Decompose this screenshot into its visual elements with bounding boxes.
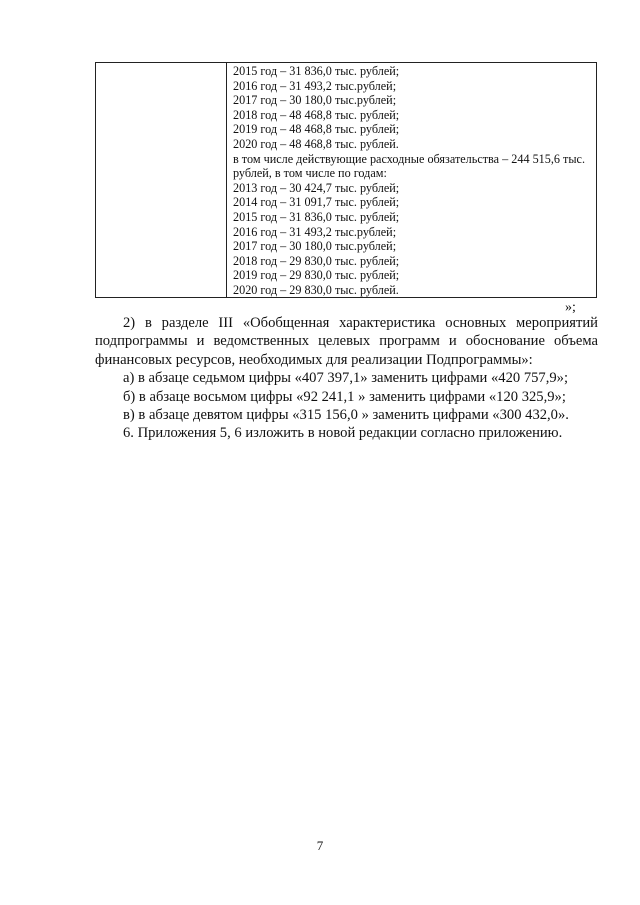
table-line: 2016 год – 31 493,2 тыс.рублей; bbox=[233, 78, 397, 93]
table-line: 2017 год – 30 180,0 тыс.рублей; bbox=[233, 93, 397, 108]
table-left-cell bbox=[96, 63, 227, 297]
table-line: 2013 год – 30 424,7 тыс. рублей; bbox=[233, 180, 400, 195]
page-number: 7 bbox=[316, 838, 324, 853]
table-line: 2019 год – 48 468,8 тыс. рублей; bbox=[233, 122, 400, 137]
body-text bbox=[95, 314, 598, 443]
table-line: 2018 год – 29 830,0 тыс. рублей; bbox=[233, 253, 400, 268]
table-line: 2020 год – 48 468,8 тыс. рублей. bbox=[233, 136, 399, 151]
paragraph-section-iii: 2) в разделе III «Обобщенная характеристика основных мероприятий подпрограммы и ведомственных целевых программ и обоснование объема финансовых ресурсов, необходимых для реализации Подпрограммы»: bbox=[95, 315, 598, 368]
table-line: 2016 год – 31 493,2 тыс.рублей; bbox=[233, 224, 397, 239]
table-line: 2015 год – 31 836,0 тыс. рублей; bbox=[233, 209, 400, 224]
table-line: 2020 год – 29 830,0 тыс. рублей. bbox=[233, 282, 399, 297]
table-line: 2017 год – 30 180,0 тыс.рублей; bbox=[233, 239, 397, 254]
table-right-cell bbox=[227, 63, 596, 297]
paragraph-appendices: 6. Приложения 5, 6 изложить в новой редакции согласно приложению. bbox=[123, 425, 563, 442]
table-line: в том числе действующие расходные обязательства – 244 515,6 тыс. рублей, в том числе по годам: bbox=[233, 151, 586, 181]
closing-quote-mark: »; bbox=[565, 300, 576, 315]
financing-table bbox=[95, 62, 597, 298]
table-line: 2018 год – 48 468,8 тыс. рублей; bbox=[233, 107, 400, 122]
table-line: 2019 год – 29 830,0 тыс. рублей; bbox=[233, 268, 400, 283]
list-item-a: а) в абзаце седьмом цифры «407 397,1» заменить цифрами «420 757,9»; bbox=[123, 370, 569, 387]
list-item-c: в) в абзаце девятом цифры «315 156,0 » заменить цифрами «300 432,0». bbox=[123, 407, 569, 424]
table-line: 2014 год – 31 091,7 тыс. рублей; bbox=[233, 195, 400, 210]
list-item-b: б) в абзаце восьмом цифры «92 241,1 » заменить цифрами «120 325,9»; bbox=[123, 388, 566, 405]
table-line: 2015 год – 31 836,0 тыс. рублей; bbox=[233, 64, 400, 78]
